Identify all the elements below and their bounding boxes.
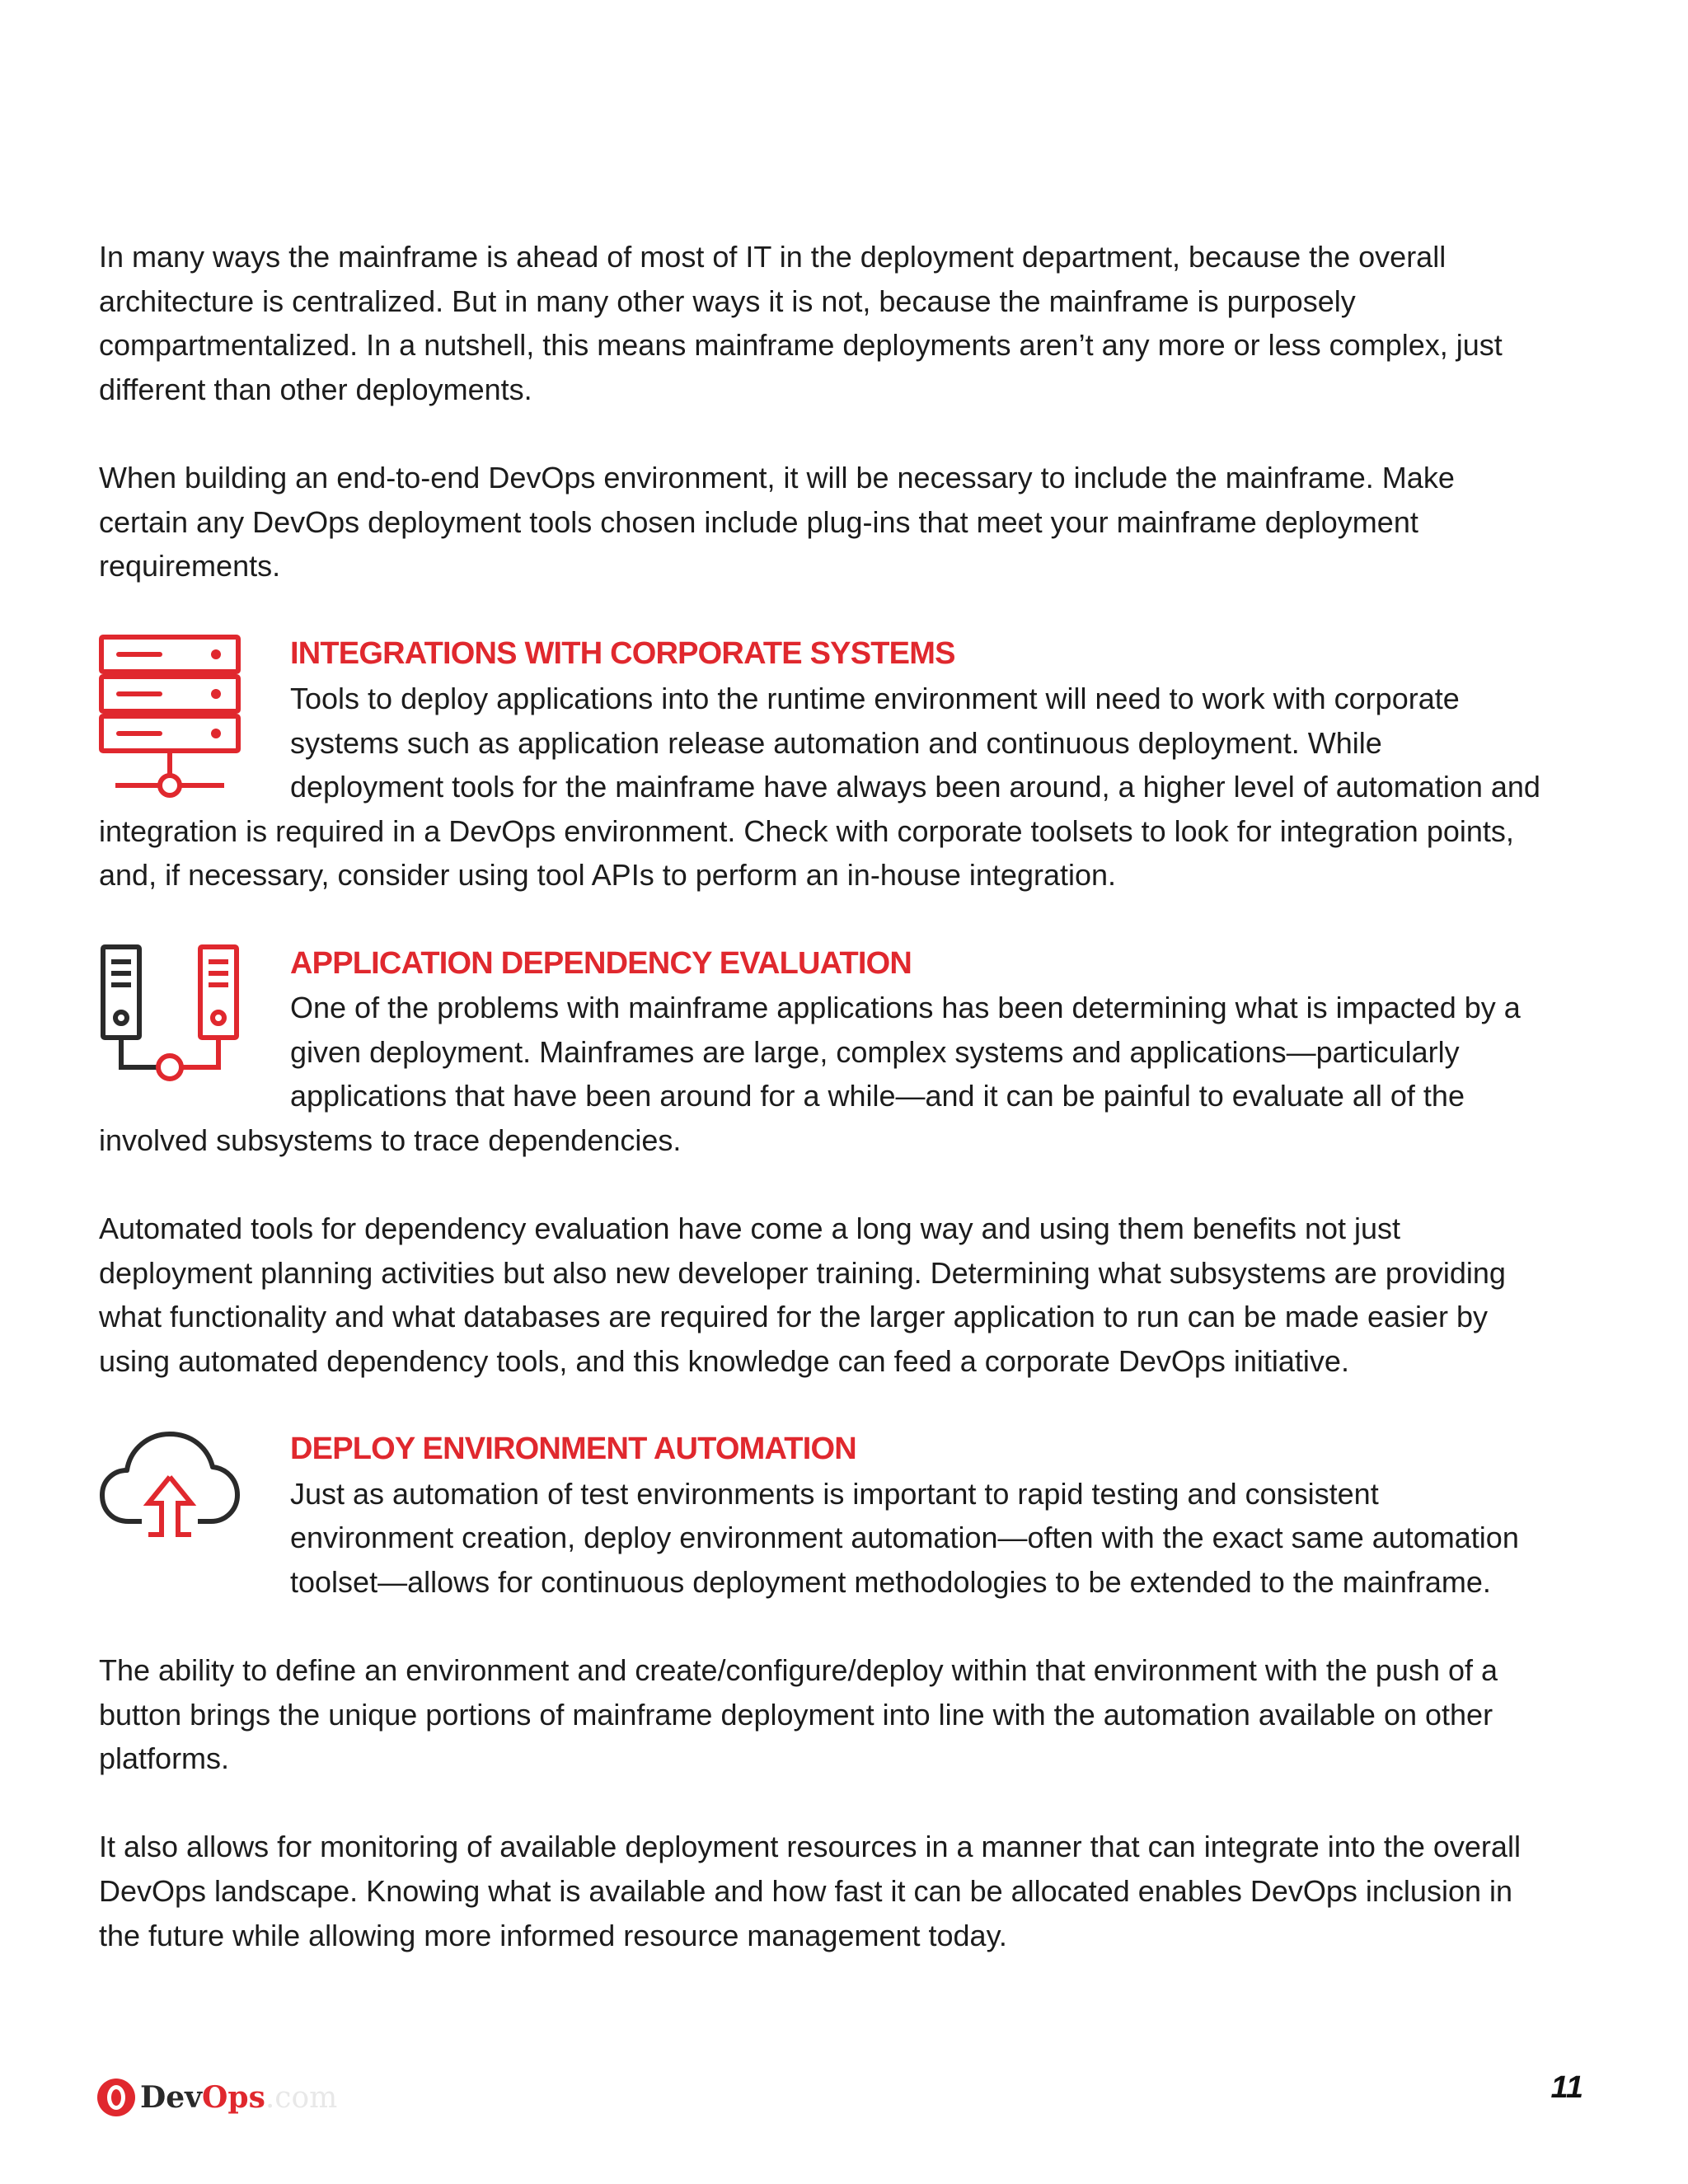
intro-paragraph-1: In many ways the mainframe is ahead of most of IT in the deployment department, because the overall architecture is centralized. But in many other ways it is not, because the mainframe is purposely compartmentalized. In a nutshell, this means mainframe deployments aren’t any more or less complex, just different than other deployments. [99, 240, 1503, 406]
cloud-upload-icon [99, 1429, 241, 1594]
section-paragraph: Automated tools for dependency evaluation have come a long way and using them benefits not just deployment planning activities but also new developer training. Determining what subsystems are providing what functionality and what databases are required for the larger application to run can be made easier by using automated dependency tools, and this knowledge can feed a corporate DevOps initiative. [99, 1212, 1506, 1378]
logo-dev-text: Dev [140, 2080, 203, 2115]
logo-ops-text: Ops [202, 2080, 265, 2115]
section-paragraph: Tools to deploy applications into the runtime environment will need to work with corporate systems such as application release automation and continuous deployment. While deployment tools for the mainframe have always been around, a higher level of automation and integration is required in a DevOps environment. Check with corporate toolsets to look for integration points, and, if necessary, consider using tool APIs to perform an in-house integration. [99, 681, 1540, 893]
intro-paragraph-2: When building an end-to-end DevOps environment, it will be necessary to include the mainframe. Make certain any DevOps deployment tools chosen include plug-ins that meet your mainframe deployment requirements. [99, 460, 1455, 583]
section-deploy-automation [99, 1427, 1541, 1957]
connected-towers-icon [99, 944, 241, 1108]
section-paragraph: One of the problems with mainframe applications has been determining what is impacted by a given deployment. Mainframes are large, complex systems and applications—particularly applications that have been around for a while—and it can be painful to evaluate all of the involved subsystems to trace dependencies. [99, 991, 1521, 1157]
section-paragraph: Just as automation of test environments is important to rapid testing and consistent environment creation, deploy environment automation—often with the exact same automation toolset—allows for continuous deployment methodologies to be extended to the mainframe. [290, 1476, 1519, 1599]
devops-logo-mark-icon [97, 2079, 135, 2116]
section-paragraph: The ability to define an environment and create/configure/deploy within that environment with the push of a button brings the unique portions of mainframe deployment into line with the automation available on other platforms. [99, 1653, 1498, 1776]
section-heading: INTEGRATIONS WITH CORPORATE SYSTEMS [290, 636, 955, 672]
page-number: 11 [1550, 2070, 1583, 2105]
section-paragraph: It also allows for monitoring of available deployment resources in a manner that can integrate into the overall DevOps landscape. Knowing what is available and how fast it can be allocated enables DevOps inclusion in the future while allowing more informed resource management today. [99, 1830, 1521, 1952]
devops-logo [97, 2073, 337, 2122]
section-heading: DEPLOY ENVIRONMENT AUTOMATION [290, 1432, 856, 1467]
section-integrations [99, 632, 1541, 898]
logo-com-text: .com [265, 2080, 338, 2115]
section-dependency [99, 942, 1541, 1384]
document-body [99, 235, 1541, 1957]
server-network-icon [99, 634, 241, 799]
section-heading: APPLICATION DEPENDENCY EVALUATION [290, 945, 912, 981]
